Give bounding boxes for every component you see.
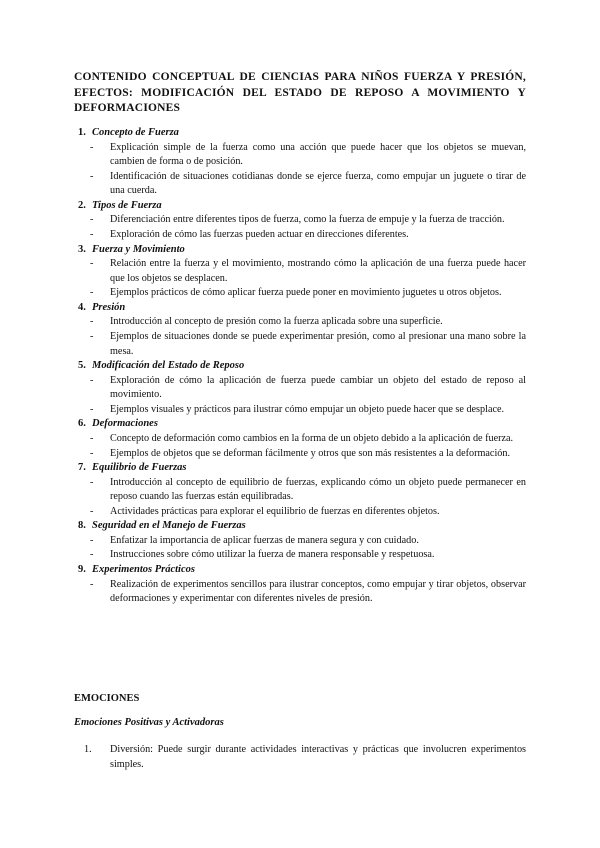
section-heading — [74, 417, 526, 432]
bullet-text: Explicación simple de la fuerza como una acción que puede hacer que los objetos se muevan, cambien de forma o de posición. — [110, 141, 526, 168]
bullet-item — [74, 213, 526, 228]
bullet-item — [74, 476, 526, 505]
section-number: 3. — [78, 243, 86, 255]
bullet-text: Ejemplos prácticos de cómo aplicar fuerza puede poner en movimiento juguetes u otros objetos. — [110, 287, 502, 299]
bullet-item — [74, 403, 526, 418]
bullet-text: Ejemplos de situaciones donde se puede experimentar presión, como al presionar una mano sobre la mesa. — [110, 330, 526, 357]
bullet-dash: - — [90, 534, 94, 546]
section-heading — [74, 519, 526, 534]
section-number: 9. — [78, 564, 86, 576]
bullet-dash: - — [90, 330, 94, 342]
bullet-item — [74, 534, 526, 549]
section-heading-text: Concepto de Fuerza — [92, 127, 179, 138]
section-heading-text: Modificación del Estado de Reposo — [92, 360, 245, 372]
bullet-text: Instrucciones sobre cómo utilizar la fuerza de manera responsable y respetuosa. — [110, 549, 435, 561]
bullet-item — [74, 374, 526, 403]
bullet-dash: - — [90, 578, 94, 590]
document-title: CONTENIDO CONCEPTUAL DE CIENCIAS PARA NIÑOS FUERZA Y PRESIÓN, EFECTOS: MODIFICACIÓN DEL ESTADO DE REPOSO A MOVIMIENTO Y DEFORMACIONES — [74, 71, 526, 114]
section-list — [74, 126, 526, 607]
bullet-dash: - — [90, 316, 94, 328]
bullet-text: Identificación de situaciones cotidianas donde se ejerce fuerza, como empujar un juguete o tirar de una cuerda. — [110, 170, 526, 197]
emotion-item-text: Diversión: Puede surgir durante actividades interactivas y prácticas que involucren experimentos simples. — [110, 744, 526, 770]
section-heading — [74, 461, 526, 476]
section-heading — [74, 243, 526, 258]
section-heading-text: Tipos de Fuerza — [92, 199, 162, 211]
section-heading-text: Deformaciones — [92, 418, 158, 430]
bullet-text: Concepto de deformación como cambios en la forma de un objeto debido a la aplicación de fuerza. — [110, 432, 514, 444]
bullet-text: Introducción al concepto de equilibrio de fuerzas, explicando cómo un objeto puede permanecer en reposo cuando las fuerzas están equilibradas. — [110, 476, 526, 503]
bullet-item — [74, 505, 526, 520]
bullet-dash: - — [90, 447, 94, 459]
section-heading-text: Fuerza y Movimiento — [92, 243, 185, 255]
bullet-text: Ejemplos visuales y prácticos para ilustrar cómo empujar un objeto puede hacer que se desplace. — [110, 403, 505, 415]
bullet-dash: - — [90, 476, 94, 488]
bullet-item — [74, 141, 526, 170]
bullet-dash: - — [90, 214, 94, 226]
section-heading-text: Equilibrio de Fuerzas — [92, 462, 187, 474]
section-number: 1. — [78, 127, 86, 138]
bullet-item — [74, 315, 526, 330]
section-number: 6. — [78, 418, 86, 430]
bullet-item — [74, 578, 526, 607]
bullet-dash: - — [90, 505, 94, 517]
bullet-dash: - — [90, 432, 94, 444]
bullet-item — [74, 257, 526, 286]
bullet-dash: - — [90, 141, 94, 153]
bullet-text: Diferenciación entre diferentes tipos de fuerza, como la fuerza de empuje y la fuerza de tracción. — [110, 214, 505, 226]
bullet-item — [74, 286, 526, 301]
bullet-dash: - — [90, 374, 94, 386]
bullet-item — [74, 228, 526, 243]
bullet-item — [74, 170, 526, 199]
section-heading-text: Seguridad en el Manejo de Fuerzas — [92, 520, 246, 532]
bullet-text: Relación entre la fuerza y el movimiento, mostrando cómo la aplicación de una fuerza puede hacer que los objetos se desplacen. — [110, 258, 526, 284]
bullet-dash: - — [90, 287, 94, 299]
bullet-dash: - — [90, 170, 94, 182]
emotions-title: EMOCIONES — [74, 693, 140, 704]
bullet-item — [74, 330, 526, 359]
bullet-dash: - — [90, 258, 94, 270]
section-number: 7. — [78, 462, 86, 474]
emotion-item — [74, 743, 526, 772]
section-heading — [74, 199, 526, 214]
bullet-text: Actividades prácticas para explorar el equilibrio de fuerzas en diferentes objetos. — [110, 505, 440, 517]
section-heading-text: Presión — [92, 301, 126, 313]
section-heading — [74, 301, 526, 316]
bullet-dash: - — [90, 549, 94, 561]
bullet-text: Realización de experimentos sencillos para ilustrar conceptos, como empujar y tirar objetos, observar deformaciones y experimentar con diferentes niveles de presión. — [110, 578, 526, 605]
bullet-text: Exploración de cómo las fuerzas pueden actuar en direcciones diferentes. — [110, 228, 409, 240]
bullet-item — [74, 447, 526, 462]
bullet-item — [74, 548, 526, 563]
section-number: 8. — [78, 520, 86, 532]
section-number: 4. — [78, 301, 86, 313]
section-number: 5. — [78, 360, 86, 372]
section-heading — [74, 359, 526, 374]
section-heading — [74, 563, 526, 578]
bullet-item — [74, 432, 526, 447]
bullet-text: Introducción al concepto de presión como la fuerza aplicada sobre una superficie. — [110, 316, 443, 328]
section-heading-text: Experimentos Prácticos — [92, 564, 195, 576]
bullet-dash: - — [90, 403, 94, 415]
bullet-text: Enfatizar la importancia de aplicar fuerzas de manera segura y con cuidado. — [110, 534, 419, 546]
emotions-subtitle: Emociones Positivas y Activadoras — [74, 717, 224, 728]
bullet-text: Ejemplos de objetos que se deforman fácilmente y otros que son más resistentes a la deformación. — [110, 447, 511, 459]
section-number: 2. — [78, 199, 86, 211]
section-heading — [74, 126, 526, 141]
emotion-item-number: 1. — [84, 744, 92, 755]
bullet-text: Exploración de cómo la aplicación de fuerza puede cambiar un objeto del estado de reposo al movimiento. — [110, 374, 526, 401]
bullet-dash: - — [90, 228, 94, 240]
